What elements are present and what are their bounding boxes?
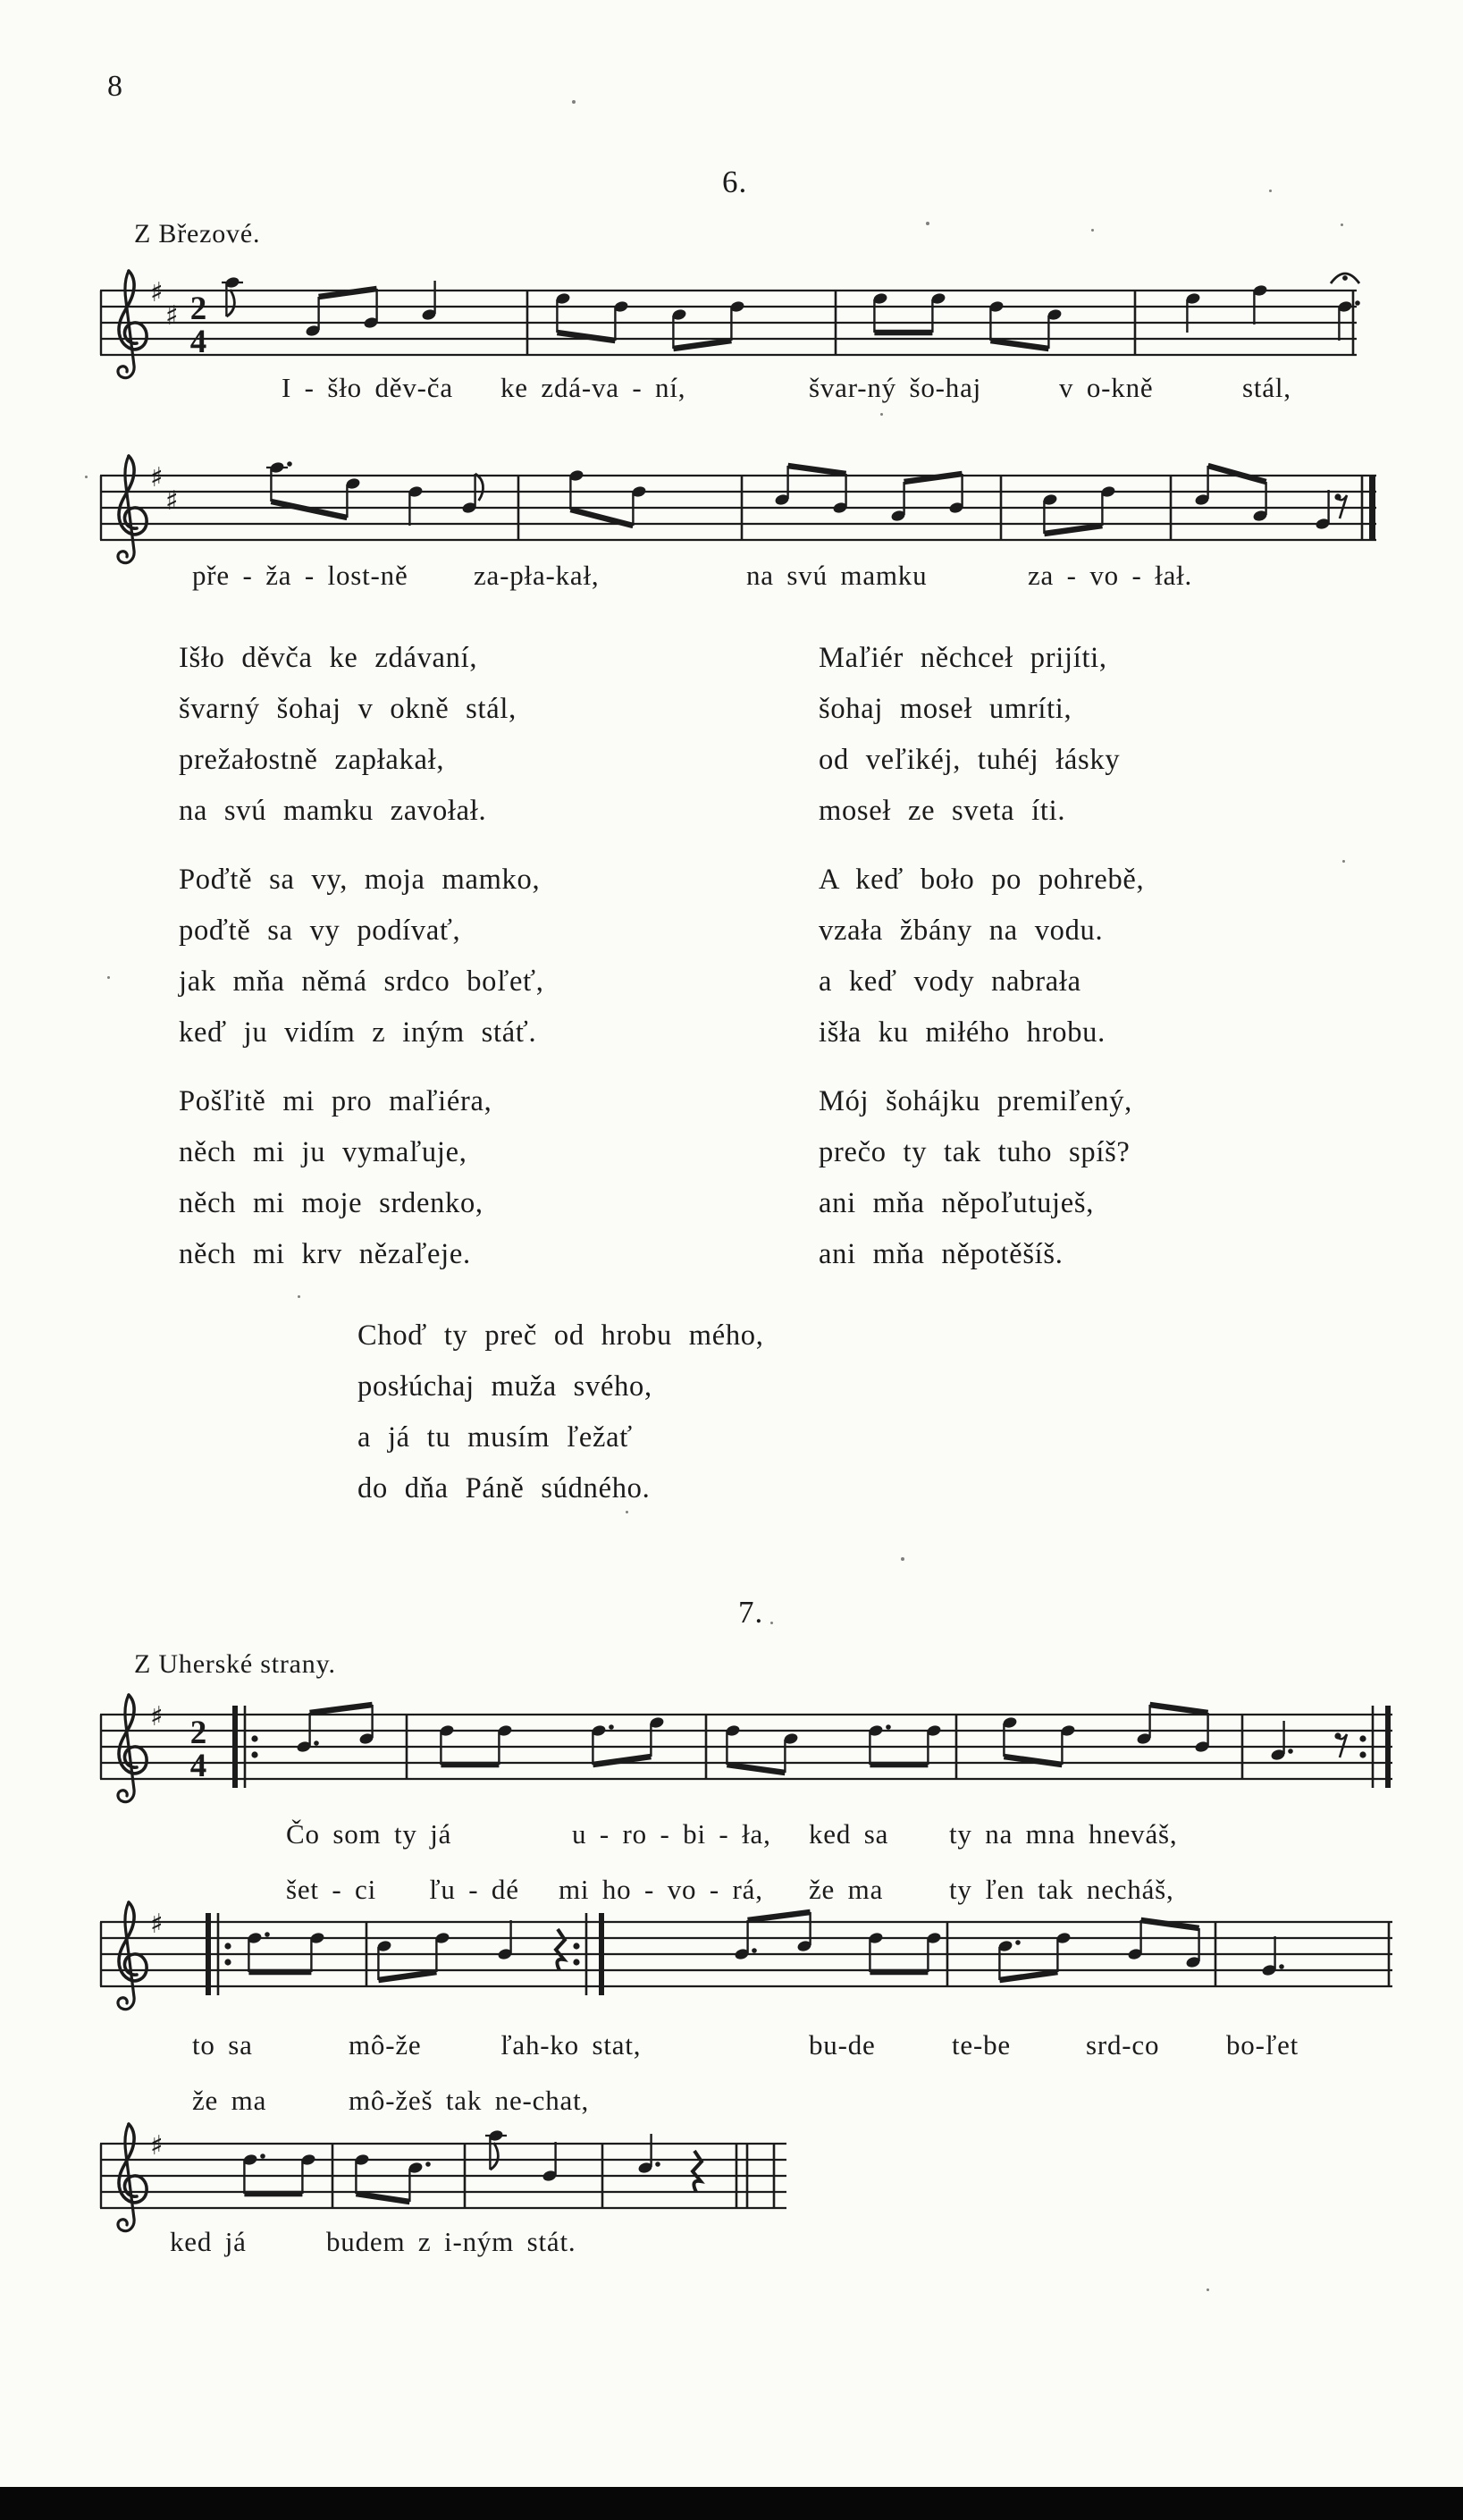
note [1315, 490, 1331, 530]
staff-lyric-segment: ked sa [809, 1818, 889, 1850]
staff-lyric-segment: budem z i-ným stát. [326, 2226, 576, 2257]
verse-stanza-6 [819, 1076, 1132, 1280]
note [1047, 308, 1063, 349]
note [988, 300, 1005, 341]
time-signature: 2 [189, 291, 207, 327]
verse-line: něch mi moje srdenko, [179, 1187, 483, 1219]
scan-speck [901, 1557, 904, 1561]
music-staff-song6-1 [98, 447, 1403, 572]
note [671, 308, 687, 349]
scan-speck [85, 476, 88, 478]
note [1194, 1713, 1210, 1753]
staff-lyric-segment: za-pła-kał, [474, 560, 600, 591]
verse-line: prežałostně zapłakał, [179, 744, 445, 776]
note [926, 1932, 942, 1972]
note [542, 2142, 558, 2182]
note [872, 292, 888, 333]
note [1100, 485, 1116, 526]
staff-lyric-segment: stál, [1242, 372, 1291, 403]
note [1002, 1716, 1018, 1757]
staff-lyric-segment: ľah-ko stat, [500, 2029, 642, 2061]
staff-lyric-segment: ty ľen tak necháš, [949, 1874, 1174, 1905]
verse-line: šohaj moseł umríti, [819, 693, 1072, 725]
staff-lyric-segment: mô-že [349, 2029, 422, 2061]
note [890, 482, 906, 522]
sharp-icon: ♯ [150, 462, 164, 493]
scan-speck [1341, 223, 1343, 226]
time-signature: 4 [189, 1748, 207, 1784]
note [305, 297, 321, 337]
eighth-rest-icon [1334, 493, 1347, 518]
note [434, 1932, 450, 1972]
note [497, 1920, 513, 1960]
note [1252, 482, 1268, 522]
song-7-number: 7. [738, 1595, 764, 1630]
music-staff-song7-0 [98, 1686, 1419, 1811]
quarter-rest-icon [556, 1929, 565, 1970]
staff-lyric-segment: ty na mna hneváš, [949, 1818, 1178, 1850]
staff-lyric-segment: mi ho - vo - rá, [559, 1874, 763, 1905]
sharp-icon: ♯ [150, 1701, 164, 1732]
verse-line: vzała žbány na vodu. [819, 914, 1104, 947]
page-number: 8 [107, 70, 123, 103]
verse-line: Poďtě sa vy, moja mamko, [179, 864, 541, 896]
scan-speck [1091, 229, 1094, 232]
note [376, 1940, 392, 1980]
staff-lyric-segment: I - šło děv-ča [282, 372, 453, 403]
verse-line: něch mi ju vymaľuje, [179, 1136, 467, 1168]
staff-lyric-segment: srd-co [1086, 2029, 1160, 2061]
staff-lyric-segment: u - ro - bi - ła, [572, 1818, 771, 1850]
note [485, 2129, 507, 2170]
note [1127, 1920, 1143, 1960]
verse-line: Išło děvča ke zdávaní, [179, 642, 478, 674]
treble-clef-icon [118, 1902, 147, 2010]
note [222, 276, 243, 316]
verse-stanza-4 [819, 855, 1144, 1058]
note [1136, 1705, 1152, 1745]
note [1185, 292, 1201, 333]
treble-clef-icon [118, 456, 147, 563]
note [358, 1705, 374, 1745]
verse-stanza-2 [819, 633, 1120, 837]
note [926, 1724, 942, 1765]
note [1055, 1932, 1072, 1972]
staff-lyric-segment: za - vo - łał. [1028, 560, 1193, 591]
scan-speck [626, 1511, 628, 1513]
verse-line: išła ku miłého hrobu. [819, 1016, 1106, 1049]
note [997, 1940, 1021, 1980]
music-staff-song7-1 [98, 1893, 1419, 2019]
note [637, 2134, 660, 2174]
note [729, 300, 745, 341]
quarter-rest-icon [693, 2151, 702, 2192]
time-signature: 2 [189, 1715, 207, 1751]
note [1252, 284, 1268, 324]
sharp-icon: ♯ [150, 2130, 164, 2162]
treble-clef-icon [118, 271, 147, 378]
staff-lyric-segment: to sa [192, 2029, 253, 2061]
verse-line: keď ju vidím z iným stáť. [179, 1016, 537, 1049]
staff-lyric-segment: Čo som ty já [286, 1818, 452, 1850]
scan-speck [107, 976, 110, 979]
note [354, 2153, 370, 2194]
note [783, 1732, 799, 1773]
note [930, 292, 946, 333]
note [613, 300, 629, 341]
sharp-icon: ♯ [165, 485, 179, 517]
note [421, 281, 437, 321]
note [408, 485, 424, 526]
note [796, 1912, 812, 1952]
note [497, 1724, 513, 1765]
note [774, 466, 790, 506]
note [1060, 1724, 1076, 1765]
scan-speck [926, 222, 929, 225]
note [345, 477, 361, 518]
note [948, 474, 964, 514]
staff-lyric-segment: pře - ža - lost-ně [192, 560, 408, 591]
verse-line: Choď ty preč od hrobu mého, [357, 1319, 764, 1352]
note [439, 1724, 455, 1765]
note [1194, 466, 1210, 506]
treble-clef-icon [118, 2124, 147, 2231]
staff-lyric-segment: te-be [952, 2029, 1011, 2061]
note [568, 469, 584, 510]
scan-edge-bar [0, 2487, 1463, 2520]
note [266, 461, 292, 501]
staff-lyric-segment: bo-ľet [1226, 2029, 1299, 2061]
scan-speck [1342, 860, 1345, 863]
verse-line: Maľiér něchceł prijíti, [819, 642, 1107, 674]
verse-stanza-1 [179, 633, 517, 837]
verse-line: moseł ze sveta íti. [819, 795, 1066, 827]
note [868, 1932, 884, 1972]
scan-speck [770, 1622, 773, 1624]
note [408, 2162, 431, 2202]
staff-lyric-segment: ľu - dé [429, 1874, 519, 1905]
treble-clef-icon [118, 1695, 147, 1802]
scan-speck [1269, 190, 1272, 192]
final-verse-stanza [357, 1311, 764, 1514]
scan-speck [298, 1295, 300, 1298]
verse-stanza-5 [179, 1076, 492, 1280]
music-staff-song7-2 [98, 2115, 813, 2240]
verse-line: na svú mamku zavołał. [179, 795, 487, 827]
verse-line: něch mi krv nězaľeje. [179, 1238, 471, 1270]
staff-lyric-segment: že ma [192, 2085, 267, 2116]
staff-lyric-segment: ked já [170, 2226, 247, 2257]
staff-lyric-segment: ke zdá-va - ní, [500, 372, 686, 403]
verse-line: prečo ty tak tuho spíš? [819, 1136, 1131, 1168]
verse-line: poďtě sa vy podívať, [179, 914, 461, 947]
verse-line: posłúchaj muža svého, [357, 1370, 652, 1403]
note [363, 289, 379, 329]
note [1042, 493, 1058, 534]
note [309, 1932, 325, 1972]
staff-lyric-segment: že ma [809, 1874, 884, 1905]
verse-line: ani mňa něpotěšíš. [819, 1238, 1064, 1270]
song-6-origin: Z Březové. [134, 219, 261, 249]
scan-speck [572, 100, 576, 104]
staff-lyric-segment: v o-kně [1059, 372, 1154, 403]
verse-line: Pošľitě mi pro maľiéra, [179, 1085, 492, 1117]
verse-line: Mój šohájku premiľený, [819, 1085, 1132, 1117]
verse-stanza-3 [179, 855, 544, 1058]
staff-lyric-segment: šet - ci [286, 1874, 377, 1905]
verse-line: jak mňa němá srdco boľeť, [179, 965, 544, 998]
sharp-icon: ♯ [165, 300, 179, 332]
eighth-rest-icon [1334, 1732, 1347, 1757]
scan-speck [880, 413, 883, 416]
verse-line: ani mňa něpoľutuješ, [819, 1187, 1095, 1219]
staff-lyric-segment: bu-de [809, 2029, 876, 2061]
staff-lyric-segment: švar-ný šo-haj [809, 372, 982, 403]
verse-line: švarný šohaj v okně stál, [179, 693, 517, 725]
note [555, 292, 571, 333]
song-7-origin: Z Uherské strany. [134, 1649, 336, 1679]
note [725, 1724, 741, 1765]
note [649, 1716, 665, 1757]
staff-lyric-segment: mô-žeš tak ne-chat, [349, 2085, 590, 2116]
note [631, 485, 647, 526]
note [1185, 1928, 1201, 1968]
verse-line: a keď vody nabrała [819, 965, 1081, 998]
music-staff-song6-0 [98, 262, 1383, 387]
verse-line: do dňa Páně súdného. [357, 1472, 651, 1504]
verse-line: A keď boło po pohrebě, [819, 864, 1145, 896]
note [300, 2153, 316, 2194]
verse-line: od veľikéj, tuhéj łásky [819, 744, 1121, 776]
sharp-icon: ♯ [150, 277, 164, 308]
scan-speck [1207, 2288, 1209, 2291]
song-6-number: 6. [722, 164, 748, 199]
staff-lyric-segment: na svú mamku [746, 560, 928, 591]
time-signature: 4 [189, 324, 207, 360]
note [832, 474, 848, 514]
verse-line: a já tu musím ľežať [357, 1421, 633, 1454]
sharp-icon: ♯ [150, 1909, 164, 1940]
note [1270, 1721, 1293, 1761]
